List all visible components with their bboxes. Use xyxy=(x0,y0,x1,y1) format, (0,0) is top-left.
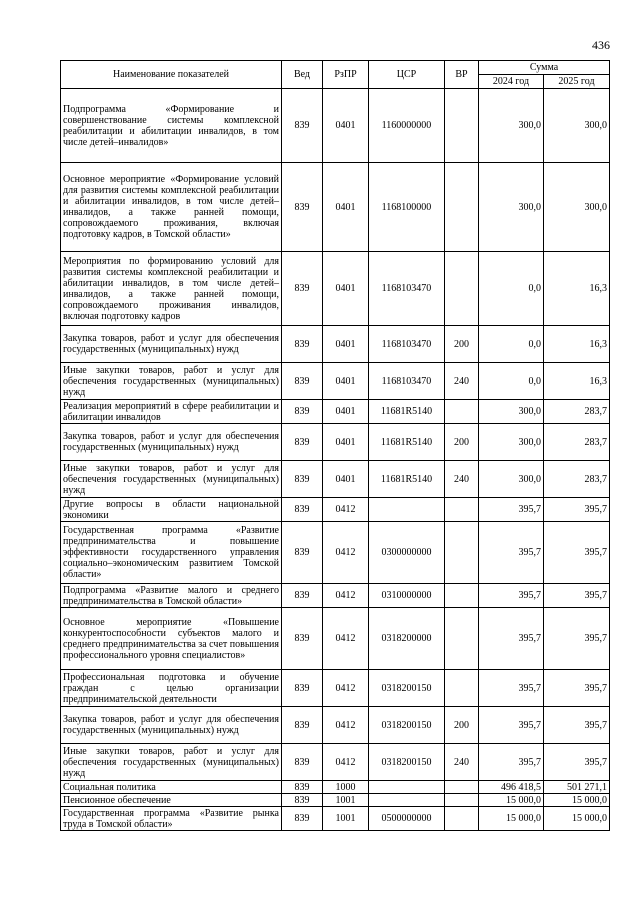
cell-sum-2025: 15 000,0 xyxy=(544,794,610,807)
cell-name: Другие вопросы в области национальной экономики xyxy=(61,498,282,522)
cell-sum-2025: 395,7 xyxy=(544,608,610,670)
cell-rzpr: 0401 xyxy=(323,400,369,424)
cell-csr: 11681R5140 xyxy=(369,461,445,498)
cell-ved: 839 xyxy=(282,522,323,584)
cell-vr xyxy=(445,781,479,794)
cell-vr xyxy=(445,807,479,831)
cell-sum-2024: 15 000,0 xyxy=(479,807,544,831)
cell-name: Основное мероприятие «Повышение конкурентоспособности субъектов малого и среднего предпринимательства за счет повышения профессионального уровня специалистов» xyxy=(61,608,282,670)
cell-name: Иные закупки товаров, работ и услуг для обеспечения государственных (муниципальных) нужд xyxy=(61,744,282,781)
cell-sum-2024: 15 000,0 xyxy=(479,794,544,807)
table-row xyxy=(61,252,610,326)
cell-sum-2024: 300,0 xyxy=(479,163,544,252)
cell-ved: 839 xyxy=(282,807,323,831)
page-number: 436 xyxy=(592,38,610,52)
table-row xyxy=(61,794,610,807)
cell-csr: 1168103470 xyxy=(369,252,445,326)
header-name: Наименование показателей xyxy=(61,61,282,89)
cell-ved: 839 xyxy=(282,584,323,608)
table-row xyxy=(61,363,610,400)
cell-vr xyxy=(445,584,479,608)
cell-sum-2025: 16,3 xyxy=(544,363,610,400)
cell-sum-2024: 0,0 xyxy=(479,363,544,400)
table-row xyxy=(61,461,610,498)
cell-rzpr: 0401 xyxy=(323,326,369,363)
table-header xyxy=(61,61,610,89)
table-row xyxy=(61,326,610,363)
cell-name: Социальная политика xyxy=(61,781,282,794)
cell-rzpr: 0412 xyxy=(323,670,369,707)
cell-vr xyxy=(445,163,479,252)
cell-csr: 1160000000 xyxy=(369,89,445,163)
table-row xyxy=(61,522,610,584)
cell-sum-2025: 395,7 xyxy=(544,707,610,744)
cell-csr: 11681R5140 xyxy=(369,424,445,461)
cell-csr: 0318200150 xyxy=(369,744,445,781)
cell-ved: 839 xyxy=(282,707,323,744)
table-row xyxy=(61,807,610,831)
cell-ved: 839 xyxy=(282,326,323,363)
cell-vr xyxy=(445,794,479,807)
cell-rzpr: 0412 xyxy=(323,744,369,781)
cell-sum-2024: 395,7 xyxy=(479,522,544,584)
cell-sum-2024: 395,7 xyxy=(479,498,544,522)
cell-sum-2024: 0,0 xyxy=(479,252,544,326)
cell-sum-2025: 395,7 xyxy=(544,498,610,522)
cell-vr xyxy=(445,89,479,163)
cell-name: Закупка товаров, работ и услуг для обеспечения государственных (муниципальных) нужд xyxy=(61,424,282,461)
cell-ved: 839 xyxy=(282,670,323,707)
budget-table xyxy=(60,60,610,831)
cell-vr xyxy=(445,252,479,326)
cell-rzpr: 0412 xyxy=(323,522,369,584)
table-row xyxy=(61,424,610,461)
cell-name: Государственная программа «Развитие рынка труда в Томской области» xyxy=(61,807,282,831)
cell-ved: 839 xyxy=(282,781,323,794)
cell-csr: 0300000000 xyxy=(369,522,445,584)
cell-sum-2025: 16,3 xyxy=(544,326,610,363)
header-ved: Вед xyxy=(282,61,323,89)
cell-vr: 200 xyxy=(445,326,479,363)
cell-rzpr: 1001 xyxy=(323,794,369,807)
cell-csr: 0500000000 xyxy=(369,807,445,831)
cell-rzpr: 0401 xyxy=(323,252,369,326)
header-csr: ЦСР xyxy=(369,61,445,89)
cell-csr: 1168100000 xyxy=(369,163,445,252)
cell-sum-2024: 496 418,5 xyxy=(479,781,544,794)
cell-sum-2025: 283,7 xyxy=(544,461,610,498)
cell-name: Реализация мероприятий в сфере реабилитации и абилитации инвалидов xyxy=(61,400,282,424)
table-body xyxy=(61,89,610,831)
table-row xyxy=(61,781,610,794)
cell-sum-2025: 300,0 xyxy=(544,89,610,163)
cell-rzpr: 0412 xyxy=(323,584,369,608)
table-row xyxy=(61,400,610,424)
cell-ved: 839 xyxy=(282,89,323,163)
cell-name: Профессиональная подготовка и обучение граждан с целью организации предпринимательской деятельности xyxy=(61,670,282,707)
cell-sum-2024: 395,7 xyxy=(479,608,544,670)
cell-csr xyxy=(369,781,445,794)
cell-rzpr: 0401 xyxy=(323,363,369,400)
table-row xyxy=(61,584,610,608)
cell-name: Основное мероприятие «Формирование условий для развития системы комплексной реабилитации и абилитации инвалидов, в том числе детей–инвалидов, а также ранней помощи, сопровождаемого проживания, включая подготовку кадров, в Томской области» xyxy=(61,163,282,252)
cell-name: Иные закупки товаров, работ и услуг для обеспечения государственных (муниципальных) нужд xyxy=(61,461,282,498)
cell-name: Пенсионное обеспечение xyxy=(61,794,282,807)
table-row xyxy=(61,163,610,252)
cell-ved: 839 xyxy=(282,424,323,461)
cell-vr xyxy=(445,498,479,522)
cell-ved: 839 xyxy=(282,461,323,498)
cell-ved: 839 xyxy=(282,498,323,522)
cell-sum-2024: 300,0 xyxy=(479,400,544,424)
table-row xyxy=(61,707,610,744)
cell-name: Иные закупки товаров, работ и услуг для обеспечения государственных (муниципальных) нужд xyxy=(61,363,282,400)
cell-name: Закупка товаров, работ и услуг для обеспечения государственных (муниципальных) нужд xyxy=(61,326,282,363)
cell-rzpr: 0401 xyxy=(323,461,369,498)
cell-vr xyxy=(445,608,479,670)
cell-sum-2025: 395,7 xyxy=(544,584,610,608)
table-row xyxy=(61,498,610,522)
cell-sum-2024: 0,0 xyxy=(479,326,544,363)
cell-name: Мероприятия по формированию условий для развития системы комплексной реабилитации и абилитации инвалидов, в том числе детей–инвалидов, а также ранней помощи, сопровождаемого проживания инвалидов, включая подготовку кадров xyxy=(61,252,282,326)
cell-csr xyxy=(369,498,445,522)
table-row xyxy=(61,670,610,707)
header-year-2024: 2024 год xyxy=(479,75,544,89)
cell-rzpr: 1001 xyxy=(323,807,369,831)
cell-csr xyxy=(369,794,445,807)
cell-csr: 0310000000 xyxy=(369,584,445,608)
cell-rzpr: 0412 xyxy=(323,707,369,744)
cell-vr: 200 xyxy=(445,707,479,744)
cell-csr: 1168103470 xyxy=(369,363,445,400)
cell-sum-2024: 300,0 xyxy=(479,424,544,461)
cell-sum-2025: 16,3 xyxy=(544,252,610,326)
cell-csr: 1168103470 xyxy=(369,326,445,363)
cell-csr: 11681R5140 xyxy=(369,400,445,424)
cell-rzpr: 0401 xyxy=(323,89,369,163)
cell-ved: 839 xyxy=(282,252,323,326)
cell-vr: 240 xyxy=(445,744,479,781)
header-rzpr: РзПР xyxy=(323,61,369,89)
cell-sum-2024: 395,7 xyxy=(479,670,544,707)
cell-name: Закупка товаров, работ и услуг для обеспечения государственных (муниципальных) нужд xyxy=(61,707,282,744)
header-sum: Сумма xyxy=(479,61,610,75)
cell-sum-2024: 395,7 xyxy=(479,584,544,608)
cell-rzpr: 0412 xyxy=(323,498,369,522)
cell-rzpr: 1000 xyxy=(323,781,369,794)
cell-sum-2025: 395,7 xyxy=(544,670,610,707)
cell-csr: 0318200150 xyxy=(369,707,445,744)
cell-ved: 839 xyxy=(282,400,323,424)
cell-rzpr: 0412 xyxy=(323,608,369,670)
cell-ved: 839 xyxy=(282,363,323,400)
cell-sum-2024: 300,0 xyxy=(479,89,544,163)
cell-vr xyxy=(445,670,479,707)
table-row xyxy=(61,89,610,163)
cell-name: Государственная программа «Развитие предпринимательства и повышение эффективности государственного управления социально–экономическим развитием Томской области» xyxy=(61,522,282,584)
cell-ved: 839 xyxy=(282,163,323,252)
cell-name: Подпрограмма «Формирование и совершенствование системы комплексной реабилитации и абилитации инвалидов, в том числе детей–инвалидов» xyxy=(61,89,282,163)
cell-name: Подпрограмма «Развитие малого и среднего предпринимательства в Томской области» xyxy=(61,584,282,608)
cell-sum-2025: 501 271,1 xyxy=(544,781,610,794)
cell-sum-2025: 300,0 xyxy=(544,163,610,252)
cell-vr xyxy=(445,400,479,424)
cell-sum-2025: 395,7 xyxy=(544,522,610,584)
cell-ved: 839 xyxy=(282,794,323,807)
cell-rzpr: 0401 xyxy=(323,424,369,461)
header-year-2025: 2025 год xyxy=(544,75,610,89)
cell-sum-2025: 283,7 xyxy=(544,400,610,424)
cell-sum-2024: 395,7 xyxy=(479,707,544,744)
table-row xyxy=(61,744,610,781)
cell-rzpr: 0401 xyxy=(323,163,369,252)
cell-vr: 240 xyxy=(445,461,479,498)
cell-vr: 240 xyxy=(445,363,479,400)
cell-sum-2024: 300,0 xyxy=(479,461,544,498)
cell-csr: 0318200000 xyxy=(369,608,445,670)
cell-vr xyxy=(445,522,479,584)
cell-sum-2025: 283,7 xyxy=(544,424,610,461)
cell-csr: 0318200150 xyxy=(369,670,445,707)
cell-vr: 200 xyxy=(445,424,479,461)
cell-sum-2025: 15 000,0 xyxy=(544,807,610,831)
cell-sum-2025: 395,7 xyxy=(544,744,610,781)
cell-ved: 839 xyxy=(282,744,323,781)
table-row xyxy=(61,608,610,670)
cell-sum-2024: 395,7 xyxy=(479,744,544,781)
header-vr: ВР xyxy=(445,61,479,89)
cell-ved: 839 xyxy=(282,608,323,670)
